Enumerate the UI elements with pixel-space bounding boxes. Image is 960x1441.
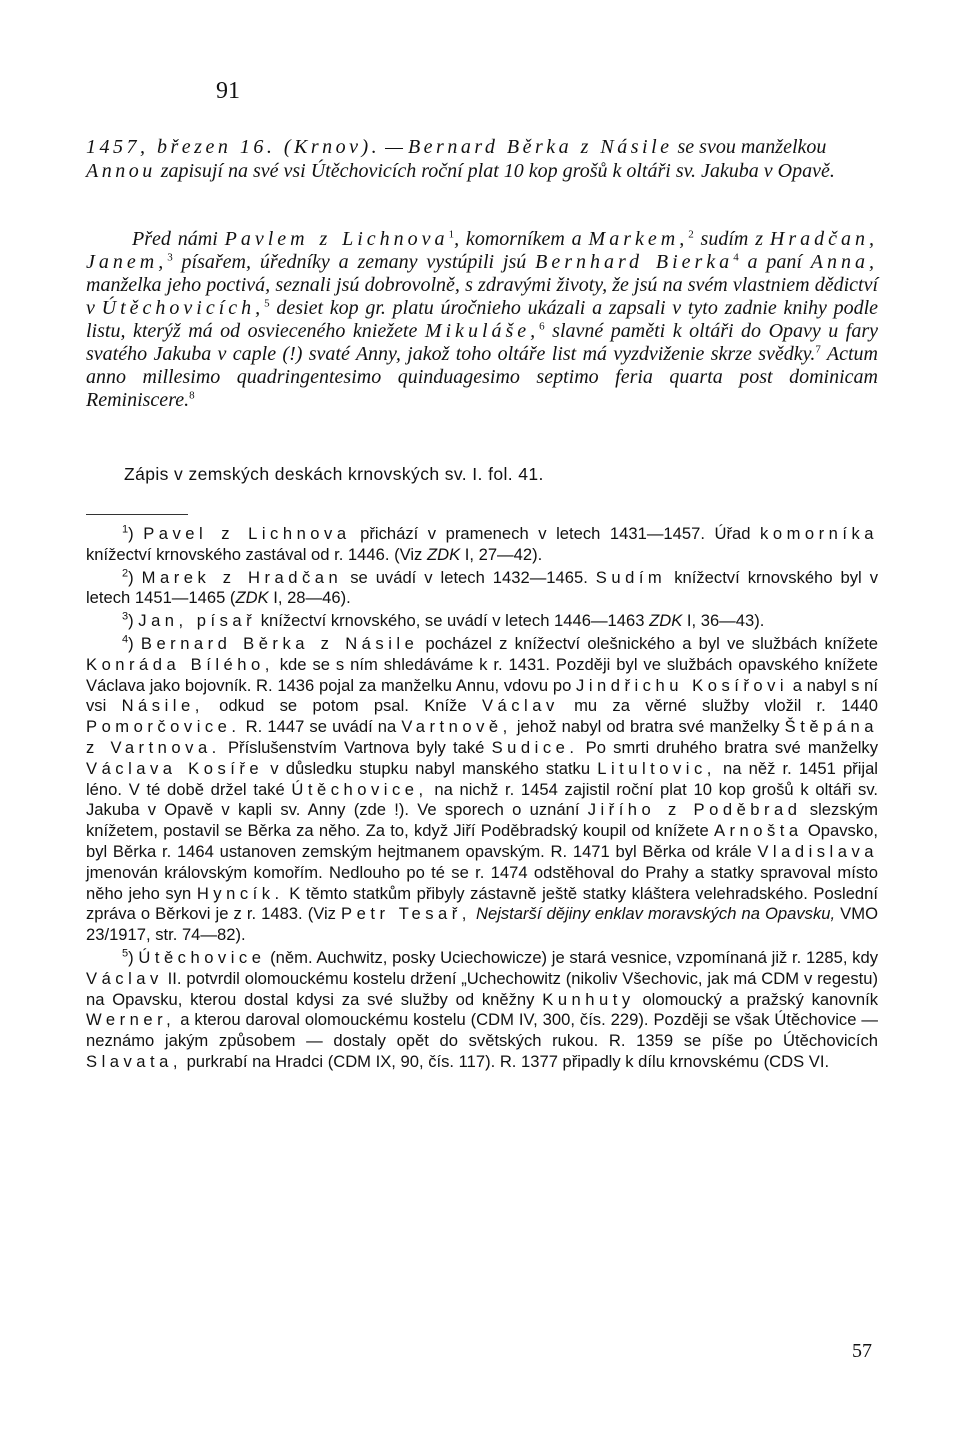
footnote-4: $^4$) Bernard Běrka z Násile pocházel z knížectví olešnického a byl ve službách knížete Konráda Bílého, kde se s ním shledáváme k r. 1431. Později byl ve službách opavského knížete Václava jako bojovník. R. 1436 pojal za manželku Annu, vdovu po Jindřichu Kosířovi a nabyl s ní vsi Násile, odkud se potom psal. Kníže Václav mu za věrné služby vložil r. 1440 Pomorčovice. R. 1447 se uvádí na Vartnově, jehož nabyl od bratra své manželky Štěpána z Vartnova. Příslušenstvím Vartnova byly také Sudice. Po smrti druhého bratra své manželky Václava Kosíře v důsledku stupku nabyl manského statku Litultovic, na něž r. 1451 přijal léno. V té době držel také Útěchovice, na nichž r. 1454 zajistil roční plat 10 kop grošů k oltáři sv. Jakuba v Opavě v kapli sv. Anny (zde !). Ve sporech o uznání Jiřího z Poděbrad slezským knížetem, postavil se Běrka za něho. Za to, když Jiří Poděbradský koupil od knížete Arnošta Opavsko, byl Běrka r. 1464 ustanoven zemským hejtmanem opavským. R. 1471 byl Běrka od krále Vladislava jmenován královským komořím. Nedlouho po té se r. 1474 odstěhoval do Prahy a statky spravoval místo něho jeho syn Hyncík. K těmto statkům přibyly zástavně ještě statky kláštera velehradského. Poslední zpráva o Běrkovi je z r. 1483. (Viz Petr Tesař, Nejstarší dějiny enklav moravských na Opavsku, VMO 23/1917, str. 74—82). xyxy=(86,633,879,945)
footnote-2: $^2$) Marek z Hradčan se uvádí v letech 1432—1465. Sudím knížectví krnovského byl v letech 1451—1465 (ZDK I, 28—46). xyxy=(86,567,879,608)
footnote-5: $^5$) Útěchovice (něm. Auchwitz, posky Uciechowicze) je stará vesnice, vzpomínaná již r. 1285, kdy Václav II. potvrdil olomouckému kostelu držení „Uchechowitz (nikoliv Všechovic, jak má CDM v regestu) na Opavsku, kterou dostal kdysi za své služby od kněžny Kunhuty olomoucký a pražský kanovník Werner, a kterou daroval olomouckému kostelu (CDM IV, 300, čís. 229). Později se však Útěchovice — neznámo jakým způsobem — dostaly opět do světských rukou. R. 1359 se píše po Útěchovicích Slavata, purkrabí na Hradci (CDM IX, 90, čís. 117). R. 1377 připadly k dílu krnovskému (CDS VI. xyxy=(86,947,878,1071)
footnote-ref: 5 xyxy=(264,297,270,310)
footnote-ref: 1 xyxy=(448,228,455,241)
heading-name: Bernard Běrka z Násile xyxy=(407,136,673,158)
heading-date: 1457, březen 16. (Krnov). xyxy=(86,136,381,158)
footnote-ref: 7 xyxy=(815,343,821,356)
footnote-ref: 8 xyxy=(189,389,195,402)
charter-text: Před námi Pavlem z Lichnova$^1$, komorníkem a Markem,$^2$ sudím z Hradčan, Janem,$^3$ písařem, úředníky a zemany vystúpili jsú Bernhard Bierka$^4$ a paní Anna, manželka jeho poctivá, seznali jsú dobrovolně, s zdravými životy, že jsú na svém vlastniem dědictví v Útěchovicích,$^5$ desiet kop gr. platu úročnieho ukázali a zapsali v tyto zadnie knihy podle listu, kterýž má od osvieceného kniežete Mikuláše,$^6$ slavné paměti k oltáři do Opavy u fary svatého Jakuba v caple (!) svaté Anny, jakož toho oltáře list má vyzdviženie skrze svědky.$^7$ Actum anno millesimo quadringentesimo quinduagesimo septimo feria quarta post dominicam Reminiscere.$^8$ xyxy=(86,228,879,411)
footnote-ref: 2 xyxy=(688,228,694,241)
charter-heading: 1457, březen 16. (Krnov). — Bernard Běrka z Násile se svou manželkou Annou zapisují na své vsi Útěchovicích roční plat 10 kop grošů k oltáři sv. Jakuba v Opavě. xyxy=(86,136,835,182)
footnote-3: $^3$) Jan, písař knížectví krnovského, se uvádí v letech 1446—1463 ZDK I, 36—43). xyxy=(122,610,765,631)
footnote-ref: 4 xyxy=(733,251,739,264)
footnote-1: $^1$) Pavel z Lichnova přichází v pramenech v letech 1431—1457. Úřad komorníka knížectví krnovského zastával od r. 1446. (Viz ZDK I, 27—42). xyxy=(86,523,879,564)
footnote-ref: 3 xyxy=(167,251,173,264)
page-number-bottom: 57 xyxy=(852,1340,872,1362)
page-number-top: 91 xyxy=(216,78,240,104)
footnote-ref: 6 xyxy=(539,320,545,333)
source-note: Zápis v zemských deskách krnovských sv. I. fol. 41. xyxy=(124,464,544,484)
footnotes xyxy=(86,524,878,1075)
footnote-divider xyxy=(86,514,188,515)
